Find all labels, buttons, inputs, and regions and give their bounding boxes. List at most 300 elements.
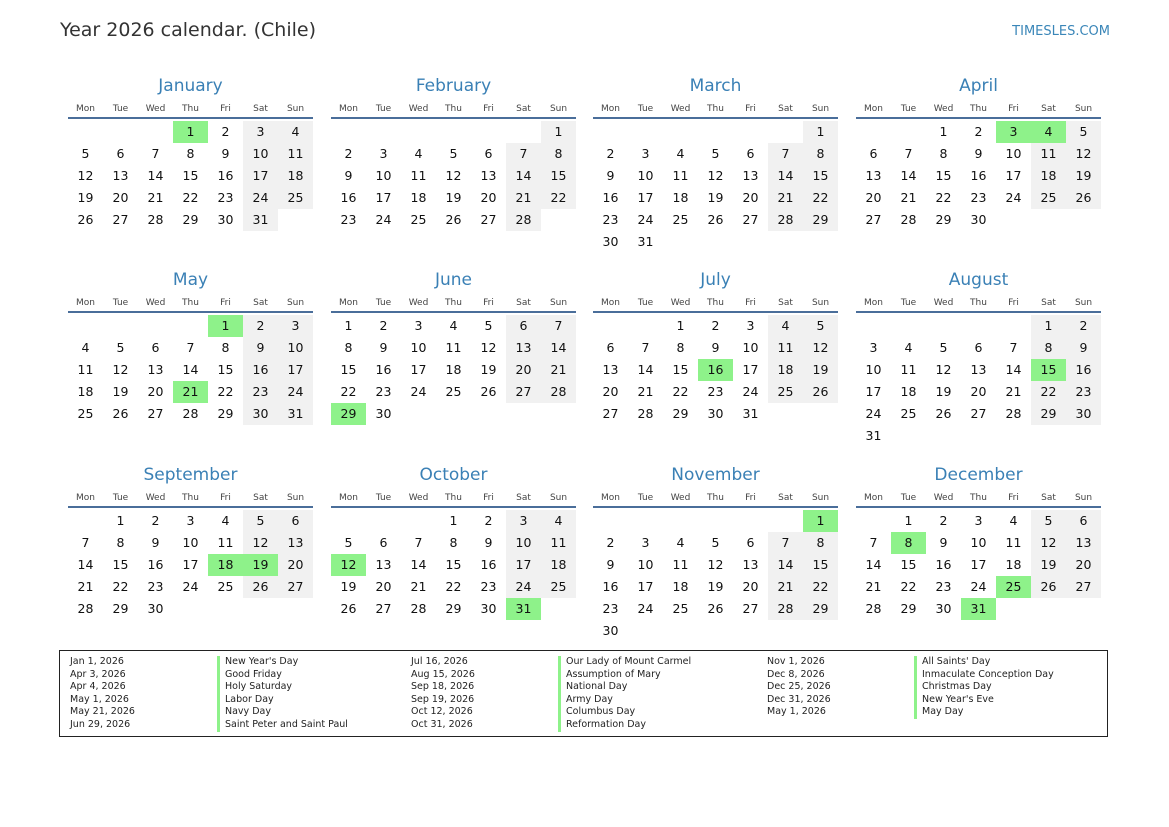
empty-cell [698,510,733,532]
weekday-label: Wed [670,493,691,503]
day-cell: 24 [637,212,654,227]
day-cell: 30 [147,601,164,616]
day-cell: 13 [375,557,392,572]
day-cell: 5 [243,510,278,532]
day-cell: 19 [77,190,94,205]
day-cell: 29 [935,212,952,227]
day-cell: 27 [278,576,313,598]
weekday-header [68,101,313,119]
day-cell: 21 [900,190,917,205]
day-cell: 1 [803,121,838,143]
holiday-day-cell: 8 [891,532,926,554]
empty-cell [628,315,663,337]
empty-cell [768,510,803,532]
day-cell: 9 [379,340,388,355]
day-cell: 16 [375,362,392,377]
site-link[interactable]: TIMESLES.COM [1012,24,1110,39]
weekday-label: Thu [445,493,462,503]
day-cell: 30 [707,406,724,421]
weekday-label: Fri [483,298,494,308]
day-cell: 22 [112,579,129,594]
day-cell: 11 [77,362,94,377]
day-cell: 24 [1005,190,1022,205]
day-cell: 10 [506,532,541,554]
weekday-label: Thu [707,104,724,114]
day-cell: 22 [1031,381,1066,403]
day-cell: 1 [904,513,913,528]
day-cell: 6 [379,535,388,550]
day-cell: 27 [506,381,541,403]
day-cell: 18 [77,384,94,399]
weekday-label: Fri [483,104,494,114]
holiday-date: Apr 4, 2026 [70,681,126,693]
day-cell: 20 [1066,554,1101,576]
holiday-name: Labor Day [217,694,274,707]
day-cell: 17 [278,359,313,381]
day-cell: 15 [217,362,234,377]
weekday-header [331,295,576,313]
weekday-label: Wed [145,493,166,503]
holiday-name: National Day [558,681,627,694]
month-name: May [172,270,209,290]
weekday-label: Thu [182,298,199,308]
holiday-name: Our Lady of Mount Carmel [558,656,691,669]
weekday-label: Wed [933,298,954,308]
weekday-label: Fri [220,493,231,503]
day-cell: 5 [484,318,493,333]
day-cell: 6 [278,510,313,532]
day-cell: 10 [1005,146,1022,161]
day-cell: 12 [803,337,838,359]
day-cell: 25 [1031,187,1066,209]
day-cell: 8 [676,340,685,355]
weekday-label: Wed [670,298,691,308]
day-cell: 12 [707,168,724,183]
day-cell: 4 [541,510,576,532]
day-cell: 22 [541,187,576,209]
day-cell: 21 [541,359,576,381]
day-cell: 17 [375,190,392,205]
day-cell: 10 [410,340,427,355]
day-cell: 1 [676,318,685,333]
day-cell: 15 [672,362,689,377]
day-cell: 8 [541,143,576,165]
weekday-label: Mon [339,493,358,503]
day-cell: 24 [637,601,654,616]
weekday-label: Sat [253,298,268,308]
day-cell: 30 [602,623,619,638]
day-cell: 25 [672,601,689,616]
holiday-date: Dec 8, 2026 [767,668,825,680]
empty-cell [856,121,891,143]
day-grid [68,119,313,231]
legend-row [411,681,628,694]
day-cell: 22 [340,384,357,399]
day-cell: 30 [1066,403,1101,425]
day-cell: 26 [77,212,94,227]
weekday-label: Mon [601,493,620,503]
day-cell: 7 [541,315,576,337]
weekday-label: Tue [112,298,129,308]
legend-row [70,718,348,732]
day-cell: 24 [410,384,427,399]
empty-cell [593,315,628,337]
day-cell: 23 [217,190,234,205]
weekday-label: Sat [1041,493,1056,503]
day-cell: 5 [1031,510,1066,532]
empty-cell [996,315,1031,337]
month-may [68,265,313,425]
weekday-label: Tue [637,493,654,503]
day-cell: 3 [379,146,388,161]
holiday-date: May 1, 2026 [70,693,129,705]
day-cell: 29 [182,212,199,227]
day-grid [68,313,313,425]
empty-cell [856,315,891,337]
weekday-label: Wed [408,298,429,308]
day-cell: 7 [506,143,541,165]
holiday-name: May Day [914,706,963,719]
weekday-label: Thu [707,493,724,503]
weekday-label: Sat [516,298,531,308]
day-cell: 18 [1031,165,1066,187]
weekday-label: Sun [811,104,830,114]
day-cell: 30 [375,406,392,421]
holiday-day-cell: 16 [698,359,733,381]
weekday-label: Mon [76,104,95,114]
month-name: April [959,76,998,96]
holiday-date: Jul 16, 2026 [411,656,468,667]
day-cell: 8 [449,535,458,550]
day-cell: 4 [904,340,913,355]
empty-cell [68,510,103,532]
day-cell: 17 [637,190,654,205]
weekday-label: Tue [112,493,129,503]
day-cell: 24 [182,579,199,594]
day-cell: 9 [484,535,493,550]
legend-row [767,693,994,707]
day-cell: 30 [602,234,619,249]
empty-cell [103,121,138,143]
day-cell: 5 [449,146,458,161]
legend-row [767,656,991,669]
holiday-name: Inmaculate Conception Day [914,669,1054,682]
day-grid [856,313,1101,447]
holiday-day-cell: 18 [208,554,243,576]
day-cell: 10 [182,535,199,550]
day-cell: 26 [707,212,724,227]
day-cell: 27 [112,212,129,227]
holiday-date: Oct 12, 2026 [411,706,473,718]
day-cell: 10 [278,337,313,359]
weekday-label: Tue [637,104,654,114]
day-cell: 4 [676,146,685,161]
empty-cell [138,121,173,143]
day-cell: 23 [1066,381,1101,403]
day-cell: 5 [344,535,353,550]
day-cell: 29 [672,406,689,421]
day-cell: 11 [541,532,576,554]
weekday-label: Thu [445,298,462,308]
day-cell: 6 [116,146,125,161]
day-cell: 14 [768,554,803,576]
day-cell: 2 [243,315,278,337]
empty-cell [733,510,768,532]
day-cell: 15 [182,168,199,183]
weekday-label: Wed [145,298,166,308]
day-cell: 28 [865,601,882,616]
day-cell: 17 [243,165,278,187]
weekday-label: Sun [549,493,568,503]
holiday-name: Columbus Day [558,706,635,719]
holiday-day-cell: 4 [1031,121,1066,143]
weekday-label: Fri [1008,493,1019,503]
day-cell: 15 [340,362,357,377]
month-july [593,265,838,425]
day-cell: 10 [865,362,882,377]
day-cell: 1 [449,513,458,528]
weekday-header [68,490,313,508]
day-cell: 2 [974,124,983,139]
day-cell: 20 [506,359,541,381]
day-cell: 5 [711,146,720,161]
day-cell: 1 [939,124,948,139]
month-name: October [419,465,488,485]
empty-cell [593,510,628,532]
day-cell: 11 [217,535,234,550]
day-cell: 27 [970,406,987,421]
day-cell: 19 [1031,554,1066,576]
holiday-legend [59,650,1108,737]
day-cell: 31 [278,403,313,425]
legend-column [411,656,692,732]
day-grid [593,508,838,642]
day-cell: 11 [672,168,689,183]
day-cell: 1 [116,513,125,528]
day-cell: 6 [746,146,755,161]
weekday-label: Wed [933,104,954,114]
day-cell: 22 [803,187,838,209]
day-cell: 25 [900,406,917,421]
weekday-label: Fri [483,493,494,503]
day-cell: 9 [939,535,948,550]
page-title: Year 2026 calendar. (Chile) [60,19,316,41]
day-cell: 11 [1005,535,1022,550]
day-cell: 11 [445,340,462,355]
day-cell: 14 [1005,362,1022,377]
day-cell: 8 [803,143,838,165]
day-cell: 10 [637,557,654,572]
legend-row [70,656,299,669]
day-cell: 16 [243,359,278,381]
day-cell: 27 [742,601,759,616]
day-cell: 28 [506,209,541,231]
day-cell: 28 [541,381,576,403]
day-cell: 17 [742,362,759,377]
month-name: December [934,465,1023,485]
day-cell: 5 [711,535,720,550]
day-cell: 1 [1031,315,1066,337]
empty-cell [436,121,471,143]
day-cell: 23 [340,212,357,227]
weekday-label: Sat [253,104,268,114]
holiday-day-cell: 21 [173,381,208,403]
month-september [68,460,313,620]
day-cell: 23 [970,190,987,205]
weekday-label: Sun [811,493,830,503]
day-cell: 26 [243,576,278,598]
weekday-label: Wed [408,493,429,503]
empty-cell [698,121,733,143]
holiday-name: New Year's Day [217,656,298,669]
day-cell: 29 [900,601,917,616]
day-cell: 3 [974,513,983,528]
day-cell: 7 [186,340,195,355]
day-cell: 13 [742,557,759,572]
day-cell: 19 [445,190,462,205]
day-cell: 5 [81,146,90,161]
weekday-label: Thu [182,104,199,114]
day-cell: 1 [541,121,576,143]
day-cell: 17 [410,362,427,377]
day-cell: 15 [445,557,462,572]
day-cell: 25 [217,579,234,594]
day-cell: 22 [445,579,462,594]
weekday-label: Sat [516,493,531,503]
holiday-day-cell: 1 [173,121,208,143]
weekday-header [856,101,1101,119]
weekday-label: Thu [445,104,462,114]
day-cell: 4 [676,535,685,550]
day-cell: 31 [742,406,759,421]
holiday-name: Good Friday [217,669,282,682]
day-cell: 25 [541,576,576,598]
month-april [856,71,1101,231]
holiday-name: Assumption of Mary [558,669,661,682]
weekday-label: Tue [112,104,129,114]
day-cell: 19 [340,579,357,594]
weekday-label: Tue [900,104,917,114]
day-cell: 28 [147,212,164,227]
day-cell: 9 [243,337,278,359]
day-cell: 10 [970,535,987,550]
day-cell: 21 [1005,384,1022,399]
day-cell: 20 [375,579,392,594]
day-cell: 9 [606,557,615,572]
day-cell: 3 [506,510,541,532]
empty-cell [138,315,173,337]
empty-cell [331,510,366,532]
day-cell: 7 [869,535,878,550]
holiday-day-cell: 3 [996,121,1031,143]
day-cell: 16 [1066,359,1101,381]
legend-row [411,668,661,682]
weekday-label: Mon [339,298,358,308]
day-cell: 16 [935,557,952,572]
day-cell: 23 [480,579,497,594]
day-cell: 4 [449,318,458,333]
day-cell: 6 [1066,510,1101,532]
day-cell: 14 [541,337,576,359]
day-cell: 18 [1005,557,1022,572]
day-cell: 16 [340,190,357,205]
day-cell: 16 [480,557,497,572]
day-cell: 2 [1066,315,1101,337]
day-cell: 8 [116,535,125,550]
day-cell: 11 [1031,143,1066,165]
day-cell: 19 [1066,165,1101,187]
day-cell: 15 [900,557,917,572]
day-cell: 13 [480,168,497,183]
day-cell: 20 [278,554,313,576]
day-grid [331,313,576,425]
day-cell: 7 [81,535,90,550]
empty-cell [891,315,926,337]
day-cell: 17 [182,557,199,572]
holiday-date: Sep 19, 2026 [411,693,475,705]
day-cell: 26 [935,406,952,421]
day-cell: 21 [768,576,803,598]
weekday-label: Mon [864,298,883,308]
day-cell: 1 [344,318,353,333]
weekday-header [593,101,838,119]
month-june [331,265,576,425]
day-cell: 24 [375,212,392,227]
weekday-header [856,490,1101,508]
day-cell: 30 [480,601,497,616]
day-cell: 30 [970,212,987,227]
day-cell: 16 [602,190,619,205]
weekday-label: Mon [864,104,883,114]
day-cell: 24 [506,576,541,598]
weekday-label: Mon [76,298,95,308]
holiday-date: May 1, 2026 [767,706,826,718]
day-cell: 9 [606,168,615,183]
holiday-date: Jan 1, 2026 [70,656,124,667]
day-cell: 6 [974,340,983,355]
day-cell: 14 [637,362,654,377]
day-cell: 31 [637,234,654,249]
day-cell: 3 [746,318,755,333]
weekday-label: Thu [970,493,987,503]
day-cell: 11 [900,362,917,377]
holiday-date: Dec 25, 2026 [767,681,831,693]
weekday-label: Tue [375,493,392,503]
weekday-label: Mon [339,104,358,114]
day-grid [331,508,576,620]
month-february [331,71,576,231]
month-march [593,71,838,253]
day-cell: 7 [414,535,423,550]
empty-cell [926,315,961,337]
day-cell: 19 [707,579,724,594]
day-cell: 13 [970,362,987,377]
day-cell: 30 [935,601,952,616]
day-cell: 7 [641,340,650,355]
day-cell: 26 [480,384,497,399]
empty-cell [593,121,628,143]
day-cell: 31 [865,428,882,443]
holiday-name: Army Day [558,694,613,707]
day-cell: 20 [112,190,129,205]
day-cell: 20 [865,190,882,205]
day-cell: 22 [935,190,952,205]
day-grid [856,119,1101,231]
day-cell: 23 [935,579,952,594]
legend-row [70,668,282,682]
day-cell: 13 [742,168,759,183]
weekday-label: Tue [900,493,917,503]
